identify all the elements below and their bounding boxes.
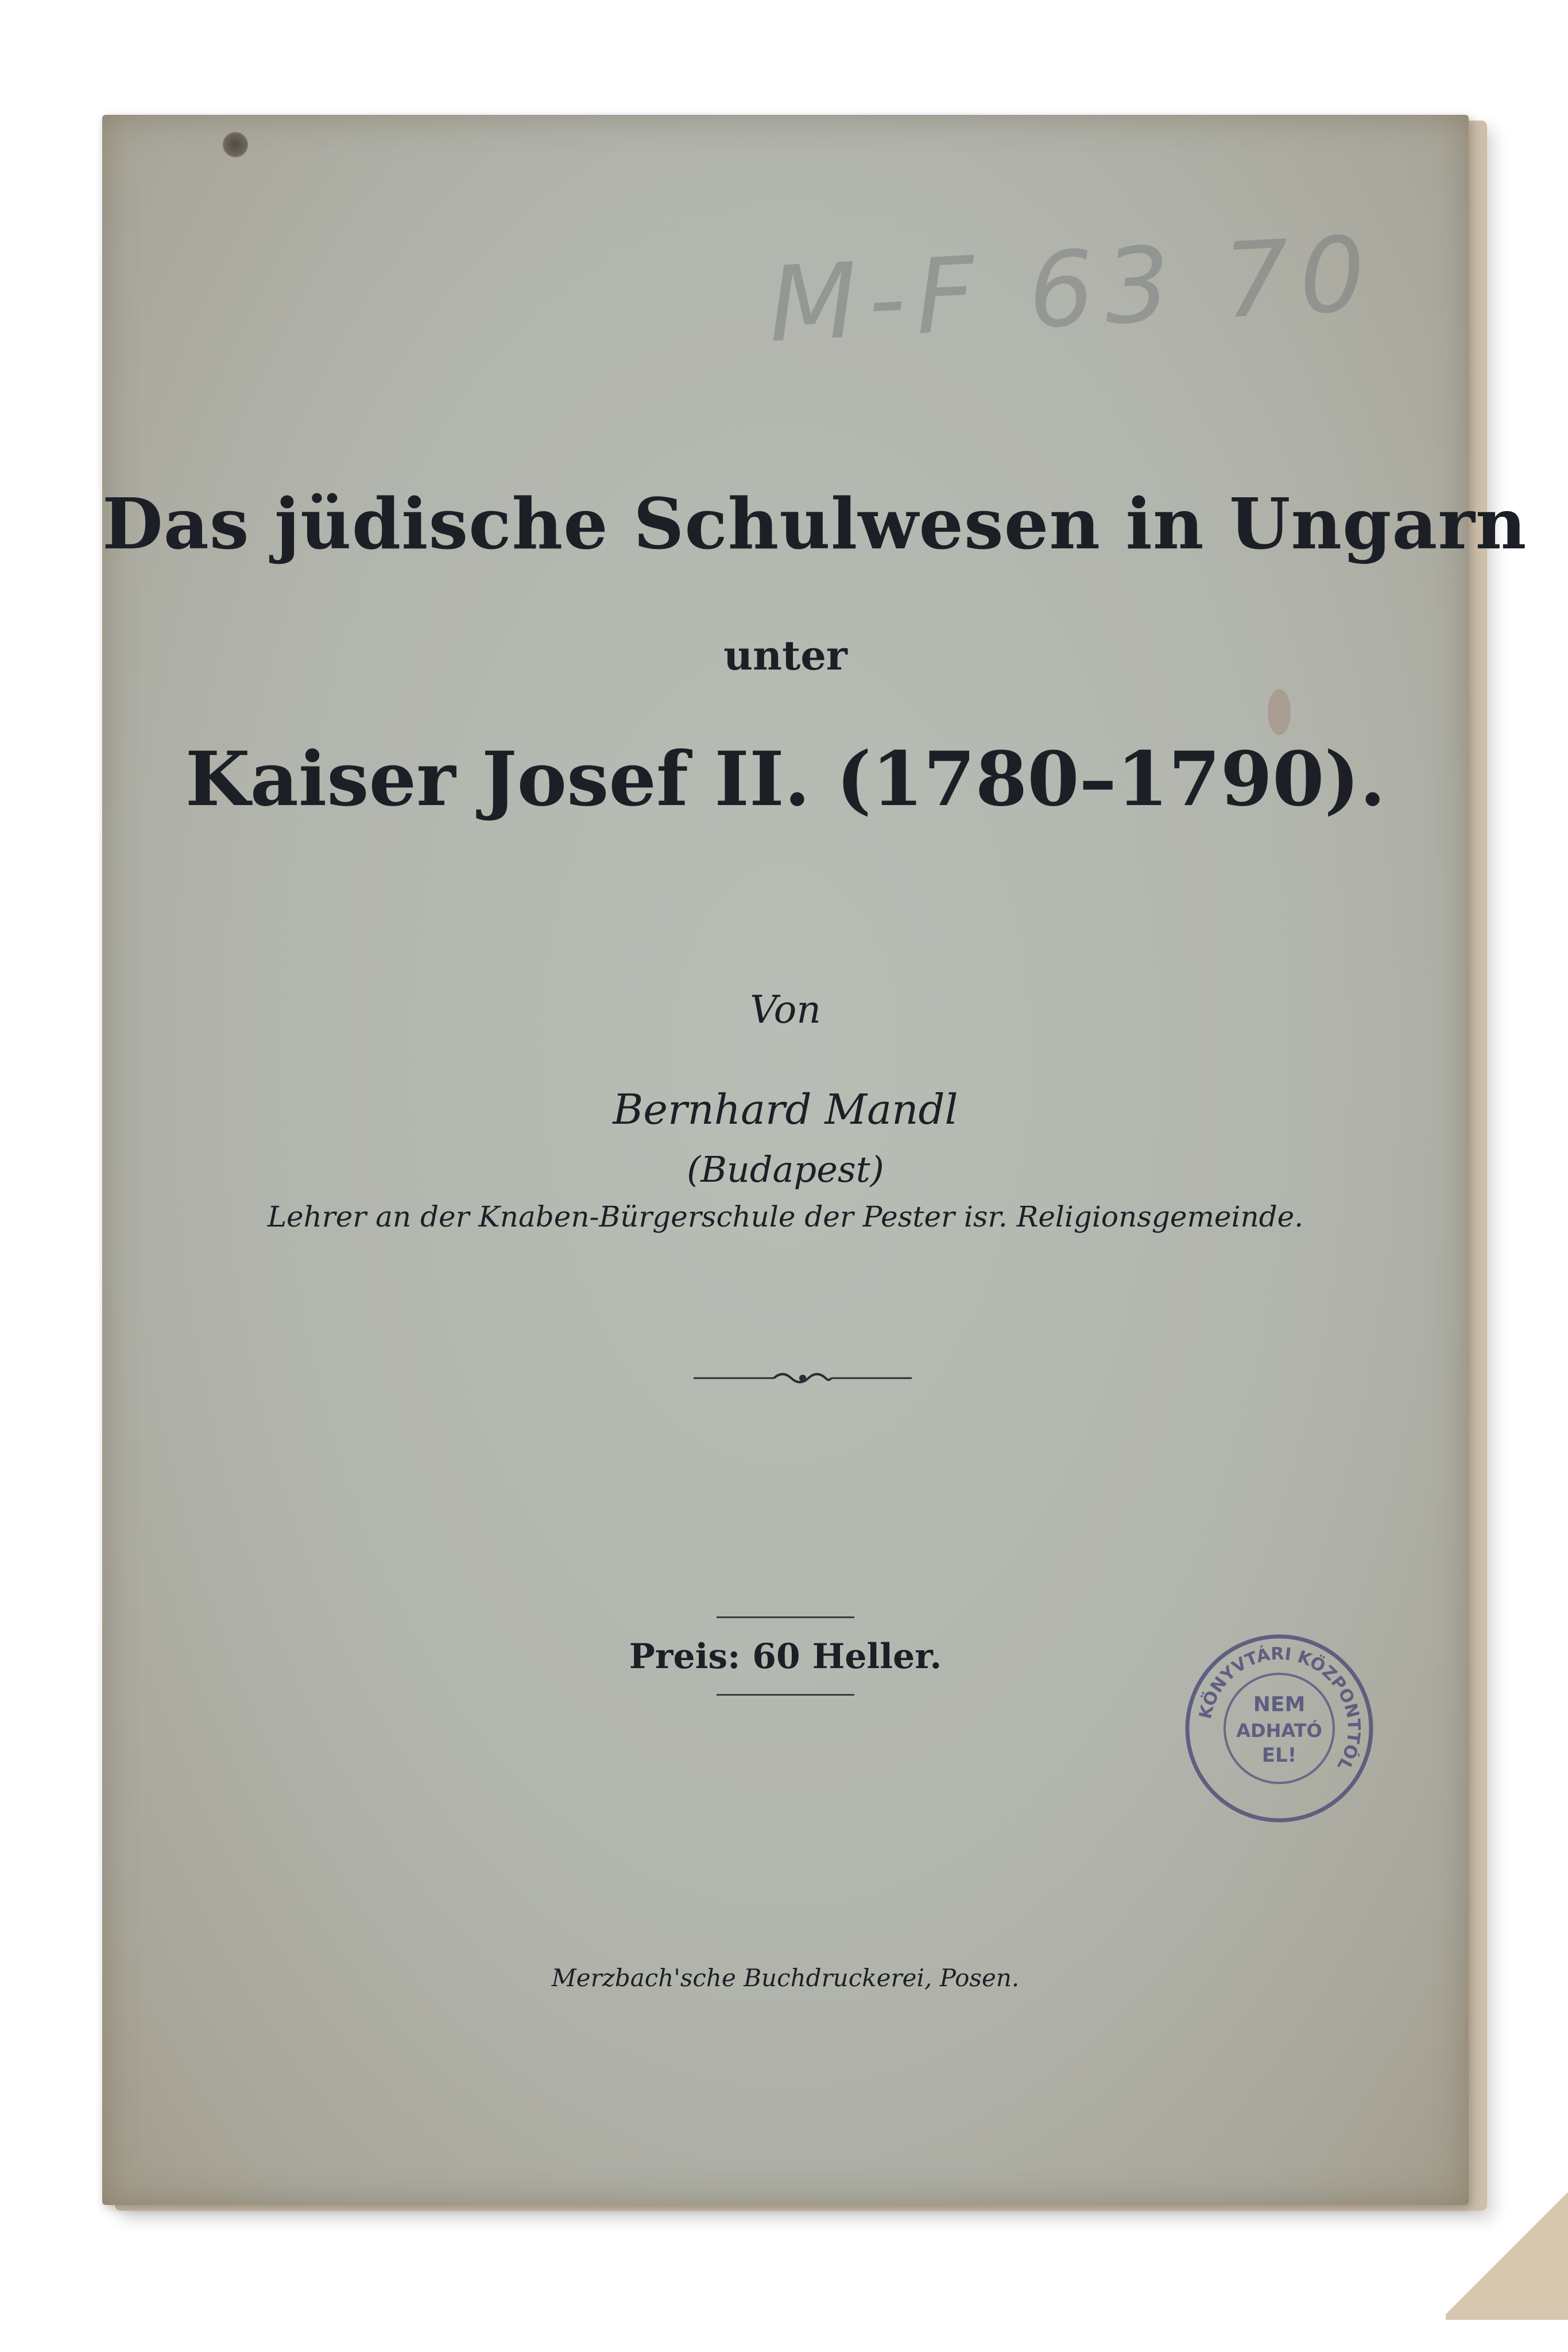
price-rule-top bbox=[717, 1616, 854, 1618]
price-rule-bottom bbox=[717, 1694, 854, 1696]
worn-corner bbox=[1446, 2171, 1568, 2320]
printer-imprint: Merzbach'sche Buchdruckerei, Posen. bbox=[551, 1964, 1020, 1992]
pamphlet-cover bbox=[102, 115, 1527, 2205]
stamp-line-1: NEM bbox=[1253, 1693, 1306, 1716]
title-line-1: Das jüdische Schulwesen in Ungarn bbox=[102, 482, 1527, 565]
paper-stain bbox=[1268, 689, 1291, 735]
library-stamp bbox=[1182, 1631, 1377, 1826]
by-label: Von bbox=[750, 988, 821, 1032]
stamp-line-3: EL! bbox=[1261, 1744, 1297, 1767]
author-name: Bernhard Mandl bbox=[613, 1085, 958, 1134]
author-city: (Budapest) bbox=[687, 1148, 884, 1190]
ornament-divider bbox=[694, 1367, 912, 1390]
stamp-line-2: ADHATÓ bbox=[1236, 1720, 1322, 1742]
price: Preis: 60 Heller. bbox=[629, 1637, 942, 1677]
binding-hole bbox=[223, 132, 248, 157]
pencil-call-number: M-F 63 70 bbox=[765, 214, 1379, 366]
stamp-ring-text: KÖNYVTÁRI KÖZPONTTÓL bbox=[1195, 1643, 1364, 1774]
title-line-2: unter bbox=[723, 632, 847, 679]
author-position: Lehrer an der Knaben-Bürgerschule der Pester isr. Religionsgemeinde. bbox=[267, 1200, 1304, 1233]
title-line-3: Kaiser Josef II. (1780–1790). bbox=[185, 735, 1386, 823]
